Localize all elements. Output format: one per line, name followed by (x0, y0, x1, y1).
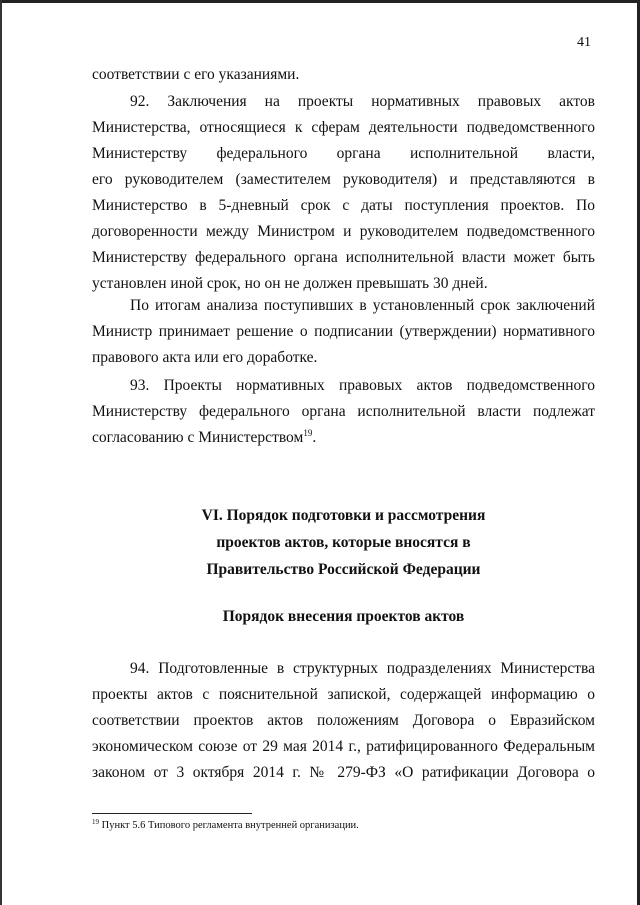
paragraph-94 (92, 656, 595, 786)
text-line: правового акта или его доработке. (92, 349, 318, 366)
footnote-text: Пункт 5.6 Типового регламента внутренней организации. (101, 820, 359, 831)
paragraph-analysis (92, 293, 595, 371)
footnote-divider (92, 813, 252, 814)
text-line: соответствии с его указаниями. (92, 66, 300, 83)
paragraph-92 (92, 89, 595, 297)
heading-line: Правительство Российской Федерации (206, 561, 481, 578)
text-line: По итогам анализа поступивших в установленный срок заключений (130, 297, 595, 314)
text-line: Министерства, относящиеся к сферам деятельности подведомственного (92, 119, 595, 136)
subheading: Порядок внесения проектов актов (222, 608, 465, 625)
footnote-reference: 19 (303, 428, 313, 438)
text-line: 92. Заключения на проекты нормативных правовых актов (130, 93, 595, 110)
paragraph-continuation (92, 62, 595, 88)
text-line: 94. Подготовленные в структурных подразделениях Министерства (130, 660, 595, 677)
text-line: проекты актов с пояснительной запиской, содержащей информацию о (92, 686, 595, 703)
footnote-number: 19 (92, 818, 99, 826)
text-line: установлен иной срок, но он не должен превышать 30 дней. (92, 275, 488, 292)
text-span: согласованию с Министерством (92, 429, 304, 446)
text-line: Министерству федерального органа исполнительной власти, (92, 145, 595, 162)
text-line: его руководителем (заместителем руководителя) и представляются в (92, 171, 595, 188)
text-line (92, 425, 595, 451)
paragraph-93 (92, 373, 595, 451)
text-span: . (312, 429, 317, 446)
text-line: соответствии проектов актов положениям Договора о Евразийском (92, 712, 595, 729)
page-number: 41 (577, 35, 591, 50)
scan-border-top (0, 0, 640, 3)
footnote (92, 820, 359, 831)
heading-line: проектов актов, которые вносятся в (216, 534, 471, 551)
text-line: Министерству федерального органа исполнительной власти может быть (92, 249, 595, 266)
text-line: экономическом союзе от 29 мая 2014 г., ратифицированного Федеральным (92, 738, 595, 755)
text-line: законом от 3 октября 2014 г. № 279-ФЗ «О ратификации Договора о (92, 764, 595, 781)
heading-line: VI. Порядок подготовки и рассмотрения (201, 507, 486, 524)
text-line: договоренности между Министром и руководителем подведомственного (92, 223, 595, 240)
text-line: 93. Проекты нормативных правовых актов подведомственного (130, 377, 595, 394)
scan-border-left (0, 0, 2, 905)
section-heading (92, 502, 595, 583)
text-line: Министр принимает решение о подписании (утверждении) нормативного (92, 323, 595, 340)
text-line: Министерству федерального органа исполнительной власти подлежат (92, 403, 595, 420)
text-line: Министерство в 5-дневный срок с даты поступления проектов. По (92, 197, 595, 214)
